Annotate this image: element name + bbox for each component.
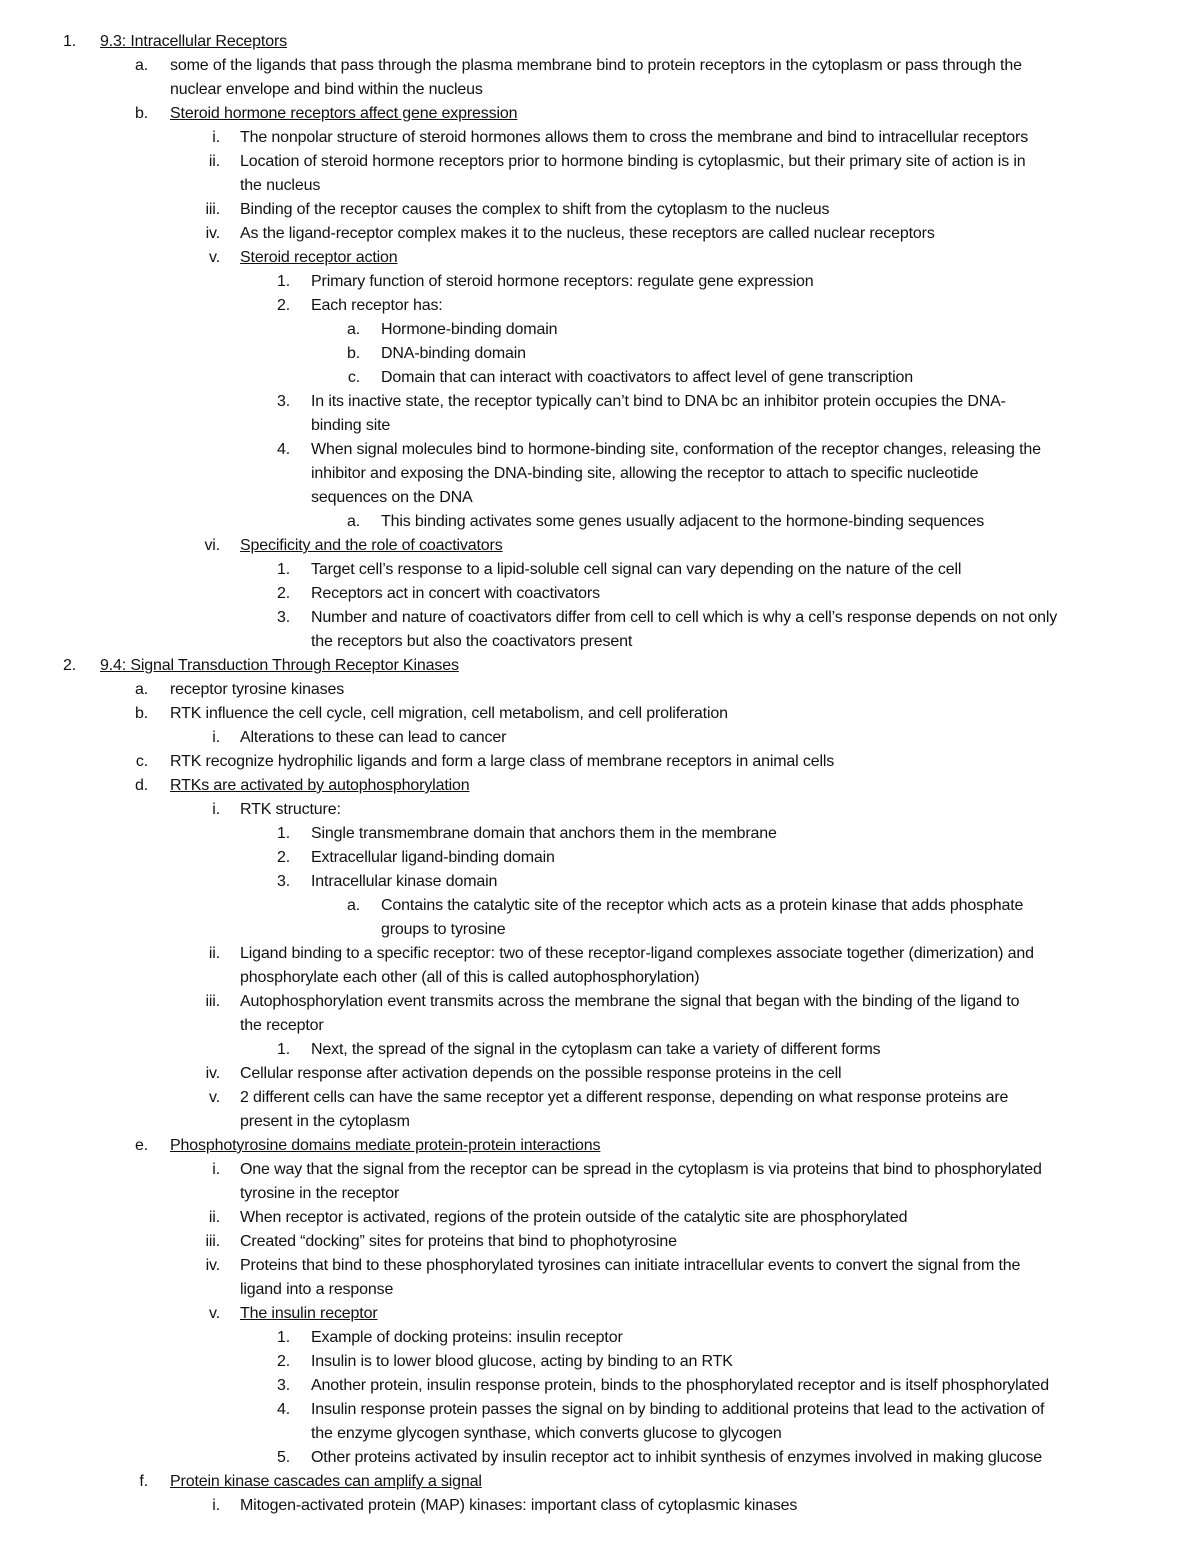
outline-line <box>0 990 1200 1014</box>
outline-line <box>0 486 1200 510</box>
outline-text: Intracellular kinase domain <box>311 873 498 890</box>
outline-heading: Steroid hormone receptors affect gene expression <box>170 105 518 122</box>
outline-line <box>0 1350 1200 1374</box>
outline-line <box>0 1494 1200 1518</box>
list-marker: a. <box>134 57 148 74</box>
outline-text: Receptors act in concert with coactivators <box>311 585 600 602</box>
outline-heading: Phosphotyrosine domains mediate protein-protein interactions <box>170 1137 601 1154</box>
outline-line <box>0 702 1200 726</box>
outline-line <box>0 942 1200 966</box>
outline-line <box>0 1134 1200 1158</box>
outline-text: nuclear envelope and bind within the nucleus <box>170 81 483 98</box>
outline-line <box>0 438 1200 462</box>
outline-text: sequences on the DNA <box>311 489 473 506</box>
outline-text: Each receptor has: <box>311 297 443 314</box>
outline-line <box>0 1062 1200 1086</box>
list-marker: d. <box>134 777 148 794</box>
outline-text: Example of docking proteins: insulin receptor <box>311 1329 623 1346</box>
outline-text: tyrosine in the receptor <box>240 1185 400 1202</box>
outline-line <box>0 966 1200 990</box>
list-marker: iv. <box>205 1257 220 1274</box>
outline-text: the nucleus <box>240 177 321 194</box>
outline-text: Autophosphorylation event transmits across the membrane the signal that began with the binding of the ligand to <box>240 993 1020 1010</box>
list-marker: 5. <box>276 1449 290 1466</box>
outline-text: RTK structure: <box>240 801 341 818</box>
outline-line <box>0 1086 1200 1110</box>
outline-heading: RTKs are activated by autophosphorylation <box>170 777 470 794</box>
outline-text: 2 different cells can have the same receptor yet a different response, depending on what response proteins are <box>240 1089 1009 1106</box>
list-marker: 2. <box>276 1353 290 1370</box>
list-marker: b. <box>134 705 148 722</box>
outline-text: Ligand binding to a specific receptor: two of these receptor-ligand complexes associate together (dimerization) and <box>240 945 1034 962</box>
outline-line <box>0 54 1200 78</box>
outline-line <box>0 726 1200 750</box>
outline-line <box>0 1446 1200 1470</box>
outline-line <box>0 198 1200 222</box>
outline-line <box>0 822 1200 846</box>
outline-heading: Protein kinase cascades can amplify a signal <box>170 1473 482 1490</box>
outline-text: Contains the catalytic site of the receptor which acts as a protein kinase that adds phosphate <box>381 897 1024 914</box>
outline-text: Other proteins activated by insulin receptor act to inhibit synthesis of enzymes involved in making glucose <box>311 1449 1042 1466</box>
list-marker: c. <box>135 753 148 770</box>
list-marker: 3. <box>276 873 290 890</box>
outline-line <box>0 294 1200 318</box>
outline-text: Hormone-binding domain <box>381 321 558 338</box>
list-marker: f. <box>139 1473 148 1490</box>
list-marker: ii. <box>208 1209 220 1226</box>
outline-line <box>0 582 1200 606</box>
outline-line <box>0 126 1200 150</box>
list-marker: v. <box>209 1305 220 1322</box>
outline-text: the receptor <box>240 1017 324 1034</box>
outline-line <box>0 102 1200 126</box>
outline-text: phosphorylate each other (all of this is called autophosphorylation) <box>240 969 700 986</box>
outline-text: ligand into a response <box>240 1281 394 1298</box>
outline-line <box>0 1398 1200 1422</box>
list-marker: 1. <box>276 273 290 290</box>
list-marker: iv. <box>205 225 220 242</box>
outline-line <box>0 462 1200 486</box>
outline-line <box>0 798 1200 822</box>
outline-text: the enzyme glycogen synthase, which converts glucose to glycogen <box>311 1425 782 1442</box>
outline-text: Domain that can interact with coactivators to affect level of gene transcription <box>381 369 913 386</box>
outline-heading: 9.4: Signal Transduction Through Receptor Kinases <box>100 657 459 674</box>
outline-line <box>0 1158 1200 1182</box>
outline-line <box>0 1038 1200 1062</box>
outline-text: When receptor is activated, regions of the protein outside of the catalytic site are phosphorylated <box>240 1209 908 1226</box>
outline-text: binding site <box>311 417 391 434</box>
list-marker: c. <box>347 369 360 386</box>
list-marker: 2. <box>276 297 290 314</box>
outline-line <box>0 174 1200 198</box>
outline-text: In its inactive state, the receptor typically can’t bind to DNA bc an inhibitor protein occupies the DNA- <box>311 393 1006 410</box>
outline-line <box>0 918 1200 942</box>
outline-line <box>0 750 1200 774</box>
list-marker: 3. <box>276 393 290 410</box>
list-marker: i. <box>212 1161 220 1178</box>
outline-text: receptor tyrosine kinases <box>170 681 345 698</box>
list-marker: ii. <box>208 153 220 170</box>
outline-text: As the ligand-receptor complex makes it to the nucleus, these receptors are called nuclear receptors <box>240 225 935 242</box>
outline-line <box>0 414 1200 438</box>
outline-line <box>0 606 1200 630</box>
outline-line <box>0 510 1200 534</box>
outline-heading: Specificity and the role of coactivators <box>240 537 503 554</box>
list-marker: 1. <box>276 1041 290 1058</box>
outline-line <box>0 318 1200 342</box>
list-marker: 1. <box>62 33 76 50</box>
list-marker: iii. <box>205 201 220 218</box>
outline-text: Another protein, insulin response protein, binds to the phosphorylated receptor and is itself phosphorylated <box>311 1377 1050 1394</box>
list-marker: 2. <box>276 585 290 602</box>
list-marker: a. <box>134 681 148 698</box>
outline-line <box>0 1278 1200 1302</box>
outline-text: Created “docking” sites for proteins that bind to phophotyrosine <box>240 1233 677 1250</box>
outline-text: When signal molecules bind to hormone-binding site, conformation of the receptor changes, releasing the <box>311 441 1041 458</box>
outline-text: Alterations to these can lead to cancer <box>240 729 507 746</box>
outline-line <box>0 1302 1200 1326</box>
outline-line <box>0 1110 1200 1134</box>
outline-line <box>0 222 1200 246</box>
outline-text: Target cell’s response to a lipid-soluble cell signal can vary depending on the nature of the cell <box>311 561 962 578</box>
outline-line <box>0 870 1200 894</box>
list-marker: 3. <box>276 1377 290 1394</box>
outline-line <box>0 390 1200 414</box>
outline-line <box>0 1206 1200 1230</box>
outline-line <box>0 534 1200 558</box>
outline-line <box>0 1230 1200 1254</box>
list-marker: 1. <box>276 1329 290 1346</box>
outline-line <box>0 366 1200 390</box>
outline-text: Number and nature of coactivators differ from cell to cell which is why a cell’s response depends on not only <box>311 609 1058 626</box>
list-marker: iii. <box>205 1233 220 1250</box>
outline-text: Next, the spread of the signal in the cytoplasm can take a variety of different forms <box>311 1041 881 1058</box>
outline-text: Extracellular ligand-binding domain <box>311 849 555 866</box>
outline-heading: Steroid receptor action <box>240 249 398 266</box>
outline-line <box>0 270 1200 294</box>
outline-line <box>0 1326 1200 1350</box>
outline-text: Proteins that bind to these phosphorylated tyrosines can initiate intracellular events to convert the signal from the <box>240 1257 1021 1274</box>
outline-text: RTK recognize hydrophilic ligands and form a large class of membrane receptors in animal cells <box>170 753 835 770</box>
list-marker: iii. <box>205 993 220 1010</box>
outline-line <box>0 654 1200 678</box>
list-marker: i. <box>212 729 220 746</box>
list-marker: 3. <box>276 609 290 626</box>
list-marker: ii. <box>208 945 220 962</box>
list-marker: i. <box>212 129 220 146</box>
list-marker: a. <box>346 513 360 530</box>
outline-text: Binding of the receptor causes the complex to shift from the cytoplasm to the nucleus <box>240 201 830 218</box>
outline-text: DNA-binding domain <box>381 345 526 362</box>
outline-line <box>0 1470 1200 1494</box>
outline-line <box>0 150 1200 174</box>
outline-text: some of the ligands that pass through the plasma membrane bind to protein receptors in the cytoplasm or pass through the <box>170 57 1022 74</box>
outline-line <box>0 78 1200 102</box>
outline-line <box>0 1182 1200 1206</box>
outline-line <box>0 774 1200 798</box>
list-marker: i. <box>212 801 220 818</box>
list-marker: 2. <box>62 657 76 674</box>
outline-line <box>0 30 1200 54</box>
outline-text: Insulin is to lower blood glucose, acting by binding to an RTK <box>311 1353 733 1370</box>
outline-line <box>0 846 1200 870</box>
outline-heading: 9.3: Intracellular Receptors <box>100 33 288 50</box>
outline-line <box>0 1422 1200 1446</box>
outline-text: One way that the signal from the receptor can be spread in the cytoplasm is via proteins that bind to phosphorylated <box>240 1161 1042 1178</box>
outline-text: inhibitor and exposing the DNA-binding site, allowing the receptor to attach to specific nucleotide <box>311 465 979 482</box>
outline-text: Insulin response protein passes the signal on by binding to additional proteins that lead to the activation of <box>311 1401 1045 1418</box>
outline-line <box>0 558 1200 582</box>
outline-text: Cellular response after activation depends on the possible response proteins in the cell <box>240 1065 842 1082</box>
document-page <box>0 30 1200 1518</box>
list-marker: 4. <box>276 1401 290 1418</box>
list-marker: 1. <box>276 561 290 578</box>
list-marker: i. <box>212 1497 220 1514</box>
outline-text: The nonpolar structure of steroid hormones allows them to cross the membrane and bind to intracellular receptors <box>240 129 1029 146</box>
outline-line <box>0 1254 1200 1278</box>
outline-text: Single transmembrane domain that anchors them in the membrane <box>311 825 777 842</box>
outline-heading: The insulin receptor <box>240 1305 378 1322</box>
list-marker: b. <box>134 105 148 122</box>
outline-line <box>0 678 1200 702</box>
outline-line <box>0 894 1200 918</box>
outline-line <box>0 342 1200 366</box>
outline-text: Primary function of steroid hormone receptors: regulate gene expression <box>311 273 814 290</box>
list-marker: iv. <box>205 1065 220 1082</box>
list-marker: v. <box>209 249 220 266</box>
outline-line <box>0 630 1200 654</box>
list-marker: 1. <box>276 825 290 842</box>
list-marker: a. <box>346 897 360 914</box>
outline-text: RTK influence the cell cycle, cell migration, cell metabolism, and cell proliferation <box>170 705 728 722</box>
list-marker: 4. <box>276 441 290 458</box>
outline-text: groups to tyrosine <box>381 921 506 938</box>
outline-text: This binding activates some genes usually adjacent to the hormone-binding sequences <box>381 513 985 530</box>
outline-line <box>0 1374 1200 1398</box>
list-marker: v. <box>209 1089 220 1106</box>
list-marker: e. <box>134 1137 148 1154</box>
outline-text: Location of steroid hormone receptors prior to hormone binding is cytoplasmic, but their primary site of action is in <box>240 153 1026 170</box>
outline-text: the receptors but also the coactivators present <box>311 633 633 650</box>
outline-text: Mitogen-activated protein (MAP) kinases: important class of cytoplasmic kinases <box>240 1497 798 1514</box>
outline-line <box>0 246 1200 270</box>
outline-text: present in the cytoplasm <box>240 1113 410 1130</box>
list-marker: a. <box>346 321 360 338</box>
list-marker: b. <box>346 345 360 362</box>
list-marker: vi. <box>204 537 220 554</box>
list-marker: 2. <box>276 849 290 866</box>
outline-line <box>0 1014 1200 1038</box>
